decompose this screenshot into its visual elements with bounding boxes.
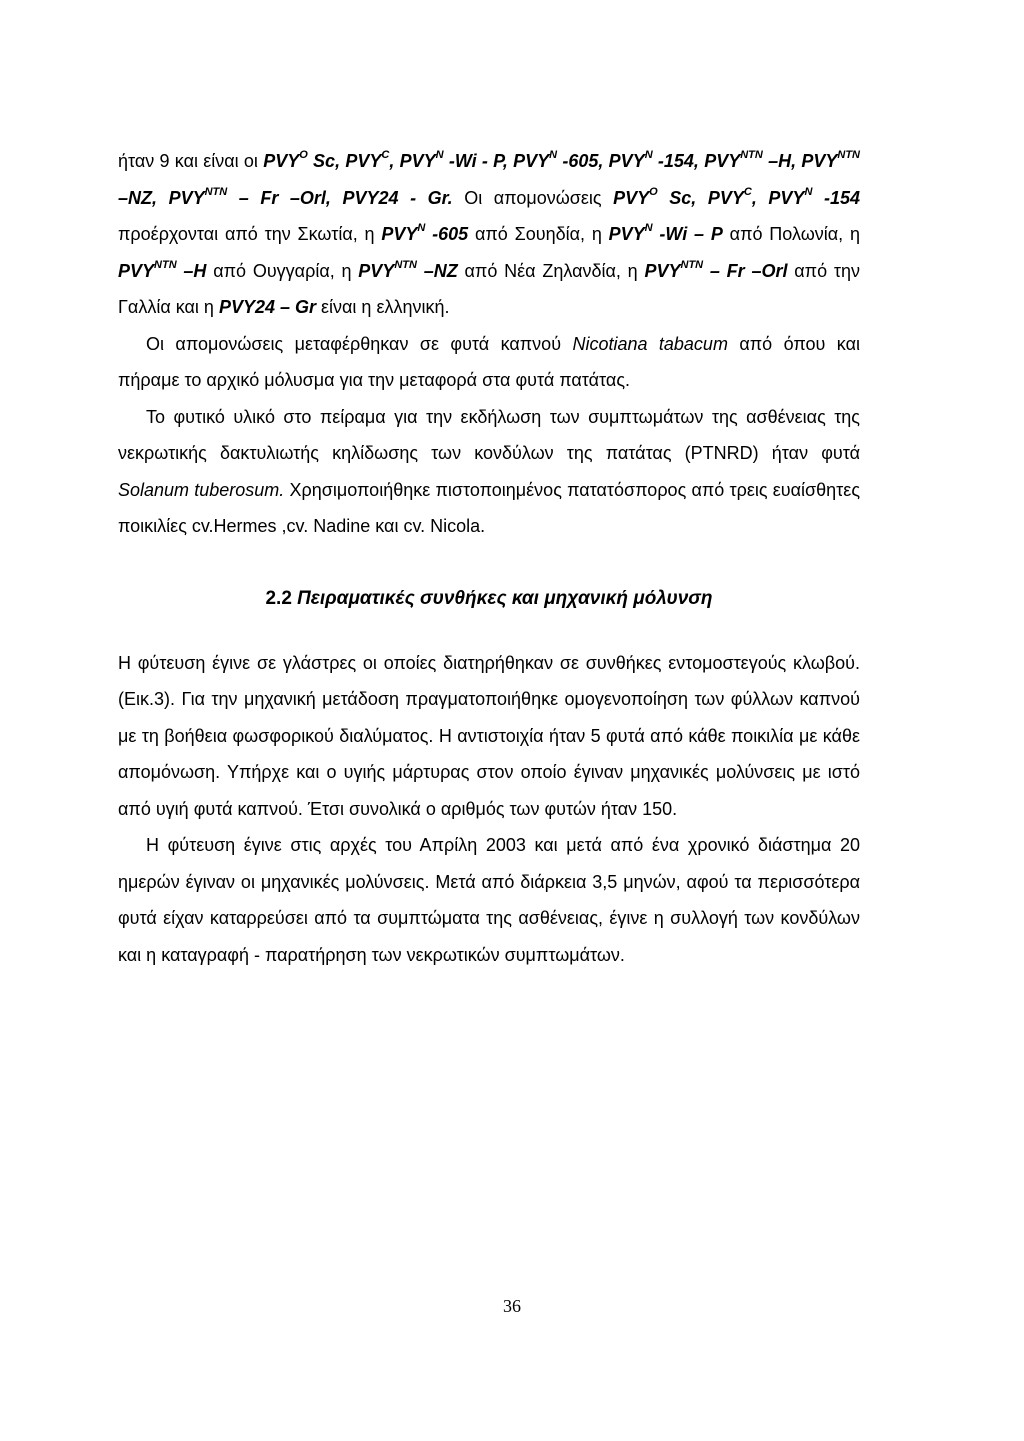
text-run: Η φύτευση έγινε στις αρχές του Απρίλη 2003 και μετά από ένα χρονικό διάστημα 20 ημερών έγιναν οι μηχανικές μολύνσεις. Μετά από διάρκεια 3,5 μηνών, αφού τα περισσότερα φυτά είχαν καταρρεύσει από τα συμπτώματα της ασθένειας, έγινε η συλλογή των κονδύλων και η καταγραφή - παρατήρηση των νεκρωτικών συμπτωμάτων. (118, 835, 860, 965)
section-title: Πειραματικές συνθήκες και μηχανική μόλυνση (297, 587, 713, 609)
text-run: ήταν 9 και είναι οι (118, 151, 264, 171)
strain-name: $PVY^{NTN}$ –H (118, 258, 207, 281)
page-body (118, 143, 860, 973)
text-run: Η φύτευση έγινε σε γλάστρες οι οποίες διατηρήθηκαν σε συνθήκες εντομοστεγούς κλωβού. (Εικ.3). Για την μηχανική μετάδοση πραγματοποιήθηκε ομογενοποίηση των φύλλων καπνού με τη βοήθεια φωσφορικού διαλύματος. Η αντιστοιχία ήταν 5 φυτά από κάθε ποικιλία με κάθε απομόνωση. Υπήρχε και ο υγιής μάρτυρας στον οποίο έγιναν μηχανικές μολύνσεις με ιστό από υγιή φυτά καπνού. Έτσι συνολικά ο αριθμός των φυτών ήταν 150. (118, 652, 860, 819)
strain-name: $PVY^N$ -Wi – P (608, 222, 723, 244)
species-name: Nicotiana tabacum (572, 333, 728, 354)
text-run: από Σουηδία, η (468, 224, 609, 244)
paragraph-isolates (118, 143, 860, 326)
paragraph-conditions (118, 645, 860, 828)
text-run: από όπου και πήραμε το αρχικό μόλυσμα για την μεταφορά στα φυτά πατάτας. (118, 333, 860, 390)
text-run: από Νέα Ζηλανδία, η (457, 260, 645, 281)
species-name: Solanum tuberosum. (118, 479, 285, 500)
section-number: 2.2 (265, 587, 298, 609)
paragraph-tobacco-transfer (118, 326, 860, 399)
paragraph-plant-material (118, 399, 860, 545)
text-run: από Πολωνία, η (722, 224, 860, 244)
strain-name: $PVY^O$ Sc, $PVY^C$, $PVY^N$ -154 (613, 185, 860, 208)
text-run: Χρησιμοποιήθηκε πιστοποιημένος πατατόσπορος από τρεις ευαίσθητες ποικιλίες cv.Hermes ,cv. Nadine και cv. Nicola. (118, 479, 860, 536)
strain-name: $PVY^O$ Sc, $PVY^C$, $PVY^N$ -Wi - P, $PVY^N$ -605, $PVY^N$ -154, $PVY^{NTN}$ –H, $PVY^{NTN}$ –NZ, $PVY^{NTN}$ – Fr –Orl, PVY24 - Gr. (118, 149, 860, 208)
strain-name: PVY24 – Gr (218, 297, 316, 317)
strain-name: $PVY^N$ -605 (381, 222, 469, 244)
text-run: Οι απομονώσεις (452, 187, 614, 208)
text-run: από Ουγγαρία, η (206, 260, 359, 281)
paragraph-timeline (118, 827, 860, 973)
text-run: είναι η ελληνική. (316, 297, 450, 317)
text-run: από την Γαλλία και η (118, 260, 860, 317)
strain-name: $PVY^{NTN}$ – Fr –Orl (644, 258, 788, 281)
text-run: Το φυτικό υλικό στο πείραμα για την εκδήλωση των συμπτωμάτων της ασθένειας της νεκρωτικής δακτυλιωτής κηλίδωσης των κονδύλων της πατάτας (PTNRD) ήταν φυτά (118, 406, 860, 463)
text-run: προέρχονται από την Σκωτία, η (118, 224, 382, 244)
section-heading (118, 585, 860, 613)
strain-name: $PVY^{NTN}$ –NZ (358, 258, 458, 281)
text-run: Οι απομονώσεις μεταφέρθηκαν σε φυτά καπνού (146, 333, 573, 354)
page-number: 36 (503, 1296, 521, 1316)
